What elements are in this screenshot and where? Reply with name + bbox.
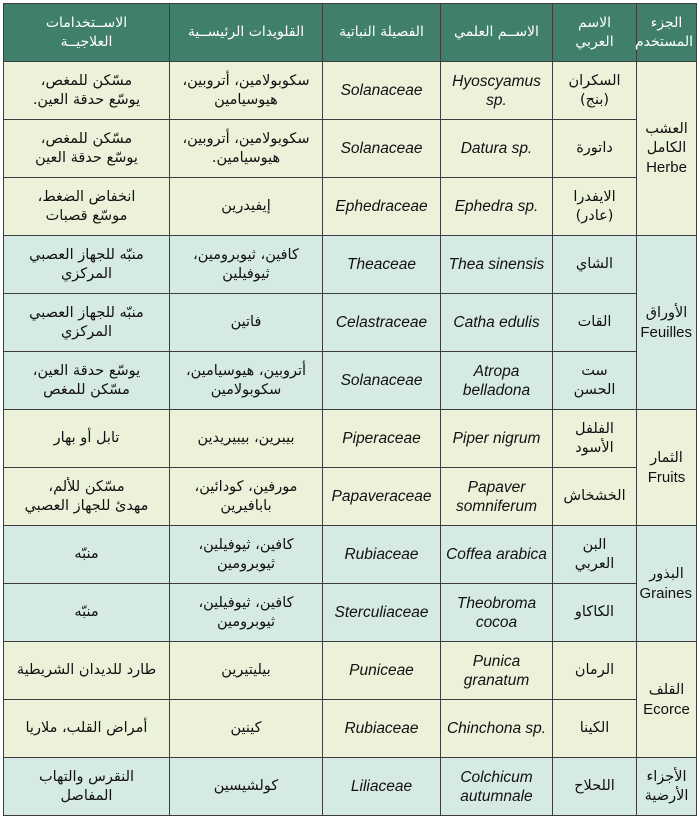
arabic-name-cell	[553, 62, 637, 120]
scientific-name-cell	[441, 468, 553, 526]
cell-line: Theobroma	[456, 594, 537, 612]
table-row	[4, 410, 697, 468]
plant-part-arabic: الأجزاء	[646, 768, 687, 785]
cell-line: بابافيرين	[220, 497, 272, 514]
family-cell: Rubiaceae	[323, 526, 441, 584]
table-row	[4, 468, 697, 526]
cell-line: المفاصل	[60, 787, 113, 804]
table-row	[4, 178, 697, 236]
uses-cell	[4, 352, 170, 410]
family-cell: Liliaceae	[323, 758, 441, 816]
cell-line: المركزي	[60, 323, 113, 340]
cell-line: (بنج)	[579, 91, 610, 108]
table-body	[4, 62, 697, 816]
alkaloids-cell	[170, 468, 323, 526]
plant-part-arabic: البذور	[649, 565, 684, 582]
table-row	[4, 294, 697, 352]
arabic-name-cell	[553, 758, 637, 816]
arabic-name-cell	[553, 526, 637, 584]
cell-line: أمراض القلب، ملاريا	[25, 720, 148, 736]
cell-line: ست	[581, 362, 608, 379]
family-cell: Rubiaceae	[323, 700, 441, 758]
cell-line: مسّكن للمغص	[43, 381, 130, 398]
table-row	[4, 526, 697, 584]
arabic-name-cell	[553, 584, 637, 642]
scientific-name-cell	[441, 120, 553, 178]
arabic-name-cell	[553, 294, 637, 352]
cell-line: داتورة	[576, 140, 613, 156]
cell-line: الفلفل	[575, 420, 614, 437]
cell-line: كافين، ثيوفيلين،	[198, 594, 294, 611]
plant-part-cell	[637, 642, 697, 758]
cell-line: انخفاض الضغط،	[37, 188, 136, 205]
cell-line: (عادر)	[575, 207, 614, 224]
cell-line: ثيوفيلين	[222, 265, 270, 282]
cell-line: cocoa	[475, 613, 518, 631]
cell-line: كافين، ثيوفيلين،	[198, 536, 294, 553]
cell-line: المركزي	[60, 265, 113, 282]
table-row	[4, 642, 697, 700]
uses-cell	[4, 236, 170, 294]
family-cell: Papaveraceae	[323, 468, 441, 526]
cell-line: ثيوبرومين	[216, 613, 276, 630]
arabic-name-cell	[553, 700, 637, 758]
header-arabic-name: الاسم العربي	[553, 4, 637, 62]
cell-line: فاتين	[230, 314, 262, 330]
cell-line: granatum	[463, 671, 530, 689]
cell-line: الأسود	[575, 439, 614, 456]
family-cell: Sterculiaceae	[323, 584, 441, 642]
cell-line: Punica	[472, 652, 521, 670]
uses-cell	[4, 294, 170, 352]
cell-line: autumnale	[460, 787, 533, 805]
alkaloids-cell	[170, 62, 323, 120]
family-cell: Ephedraceae	[323, 178, 441, 236]
plant-part-arabic: الأرضية	[644, 787, 689, 804]
cell-line: إيفيدرين	[221, 198, 271, 214]
cell-line: الحسن	[573, 381, 616, 398]
scientific-name-cell	[441, 700, 553, 758]
cell-line: Papaver	[467, 478, 526, 496]
plant-part-arabic: القلف	[648, 681, 685, 698]
cell-line: سكوبولامين، أتروبين،	[182, 72, 310, 89]
cell-line: مهدئ للجهاز العصبي	[24, 497, 149, 514]
family-cell: Solanaceae	[323, 352, 441, 410]
cell-line: الخشخاش	[563, 488, 626, 504]
cell-line: بيليتيرين	[221, 662, 271, 678]
cell-line: سكوبولامين	[210, 381, 282, 398]
cell-line: Hyoscyamus sp.	[452, 72, 541, 109]
cell-line: somniferum	[456, 497, 537, 515]
cell-line: Piper nigrum	[452, 430, 541, 447]
cell-line: كينين	[230, 720, 262, 736]
arabic-name-cell	[553, 236, 637, 294]
cell-line: سكوبولامين، أتروبين،	[182, 130, 310, 147]
alkaloids-cell	[170, 758, 323, 816]
header-uses: الاســتخدامات العلاجيــة	[4, 4, 170, 62]
alkaloids-cell	[170, 178, 323, 236]
alkaloids-cell	[170, 410, 323, 468]
cell-line: مسّكن للمغص،	[40, 130, 133, 147]
plant-part-latin: Graines	[639, 584, 692, 602]
scientific-name-cell	[441, 294, 553, 352]
cell-line: الشاي	[575, 256, 614, 272]
table-row	[4, 758, 697, 816]
alkaloids-cell	[170, 526, 323, 584]
scientific-name-cell	[441, 410, 553, 468]
cell-line: ثيوبرومين	[216, 555, 276, 572]
plant-part-cell	[637, 758, 697, 816]
family-cell: Solanaceae	[323, 62, 441, 120]
cell-line: منبّه للجهاز العصبي	[29, 246, 144, 263]
family-cell: Theaceae	[323, 236, 441, 294]
uses-cell	[4, 468, 170, 526]
header-scientific-name: الاســم العلمي	[441, 4, 553, 62]
table-row	[4, 352, 697, 410]
plant-part-cell	[637, 410, 697, 526]
table-row	[4, 700, 697, 758]
family-cell: Puniceae	[323, 642, 441, 700]
cell-line: القات	[577, 314, 612, 330]
family-cell: Piperaceae	[323, 410, 441, 468]
cell-line: السكران	[568, 72, 621, 89]
plant-part-cell	[637, 526, 697, 642]
cell-line: يوسّع حدقة العين	[35, 149, 138, 166]
uses-cell	[4, 120, 170, 178]
cell-line: طارد للديدان الشريطية	[16, 662, 157, 678]
cell-line: مسّكن للألم،	[48, 478, 125, 495]
cell-line: البن	[582, 536, 607, 553]
cell-line: Chinchona sp.	[446, 720, 547, 737]
alkaloids-cell	[170, 294, 323, 352]
scientific-name-cell	[441, 526, 553, 584]
cell-line: بيبرين، بيبيريدين	[197, 430, 295, 446]
arabic-name-cell	[553, 352, 637, 410]
cell-line: مسّكن للمغص،	[40, 72, 133, 89]
plant-part-arabic: العشب	[645, 121, 688, 137]
plant-part-cell	[637, 236, 697, 410]
scientific-name-cell	[441, 642, 553, 700]
family-cell: Solanaceae	[323, 120, 441, 178]
arabic-name-cell	[553, 178, 637, 236]
uses-cell	[4, 642, 170, 700]
uses-cell	[4, 178, 170, 236]
plant-part-latin: Fruits	[647, 468, 686, 486]
plant-part-latin: Ecorce	[643, 700, 690, 718]
cell-line: يوسّع حدقة العين،	[32, 362, 141, 379]
cell-line: موسّع قصبات	[45, 207, 128, 224]
cell-line: هيوسيامين.	[211, 149, 281, 166]
alkaloids-cell	[170, 584, 323, 642]
cell-line: العربي	[574, 555, 615, 572]
cell-line: Catha edulis	[453, 314, 540, 331]
cell-line: أتروبين، هيوسيامين،	[185, 362, 307, 379]
cell-line: الرمان	[574, 662, 615, 678]
cell-line: مورفين، كودائين،	[194, 478, 298, 495]
uses-cell	[4, 700, 170, 758]
cell-line: Atropa	[473, 362, 520, 380]
arabic-name-cell	[553, 410, 637, 468]
table-row	[4, 584, 697, 642]
arabic-name-cell	[553, 642, 637, 700]
scientific-name-cell	[441, 236, 553, 294]
cell-line: Coffea arabica	[446, 546, 547, 563]
cell-line: النقرس والتهاب	[38, 768, 135, 785]
scientific-name-cell	[441, 758, 553, 816]
cell-line: اللحلاح	[574, 778, 615, 794]
cell-line: كولشيسين	[213, 778, 279, 794]
cell-line: الكينا	[579, 720, 610, 736]
table-header-row	[4, 4, 697, 62]
plant-part-arabic: الكامل	[646, 140, 687, 156]
plant-part-arabic: الأوراق	[645, 304, 688, 321]
uses-cell	[4, 526, 170, 584]
arabic-name-cell	[553, 120, 637, 178]
cell-line: منبّه للجهاز العصبي	[29, 304, 144, 321]
plant-part-cell	[637, 62, 697, 236]
plant-part-latin: Feuilles	[640, 323, 692, 341]
plant-part-latin: Herbe	[646, 159, 687, 176]
alkaloids-cell	[170, 352, 323, 410]
alkaloid-plants-table-container	[3, 3, 696, 805]
cell-line: تابل أو بهار	[53, 430, 120, 446]
cell-line: Ephedra sp.	[454, 198, 539, 215]
cell-line: كافين، ثيوبرومين،	[193, 246, 299, 263]
uses-cell	[4, 584, 170, 642]
alkaloid-plants-table	[3, 3, 697, 816]
alkaloids-cell	[170, 642, 323, 700]
uses-cell	[4, 758, 170, 816]
alkaloids-cell	[170, 236, 323, 294]
scientific-name-cell	[441, 62, 553, 120]
scientific-name-cell	[441, 584, 553, 642]
cell-line: Datura sp.	[460, 140, 533, 157]
table-row	[4, 236, 697, 294]
cell-line: هيوسيامين	[214, 91, 278, 108]
cell-line: يوسّع حدقة العين.	[32, 91, 141, 108]
plant-part-arabic: الثمار	[650, 449, 683, 466]
arabic-name-cell	[553, 468, 637, 526]
cell-line: منبّه	[74, 546, 99, 562]
family-cell: Celastraceae	[323, 294, 441, 352]
scientific-name-cell	[441, 178, 553, 236]
header-alkaloids: القلويدات الرئيســية	[170, 4, 323, 62]
cell-line: الايفدرا	[573, 188, 616, 205]
scientific-name-cell	[441, 352, 553, 410]
table-row	[4, 62, 697, 120]
alkaloids-cell	[170, 120, 323, 178]
cell-line: Colchicum	[460, 768, 533, 786]
cell-line: منبّه	[74, 604, 99, 620]
uses-cell	[4, 410, 170, 468]
header-part: الجزء المستخدم	[637, 4, 697, 62]
alkaloids-cell	[170, 700, 323, 758]
table-row	[4, 120, 697, 178]
header-family: الفصيلة النباتية	[323, 4, 441, 62]
uses-cell	[4, 62, 170, 120]
cell-line: belladona	[462, 381, 531, 399]
cell-line: الكاكاو	[574, 604, 615, 620]
cell-line: Thea sinensis	[448, 256, 545, 273]
